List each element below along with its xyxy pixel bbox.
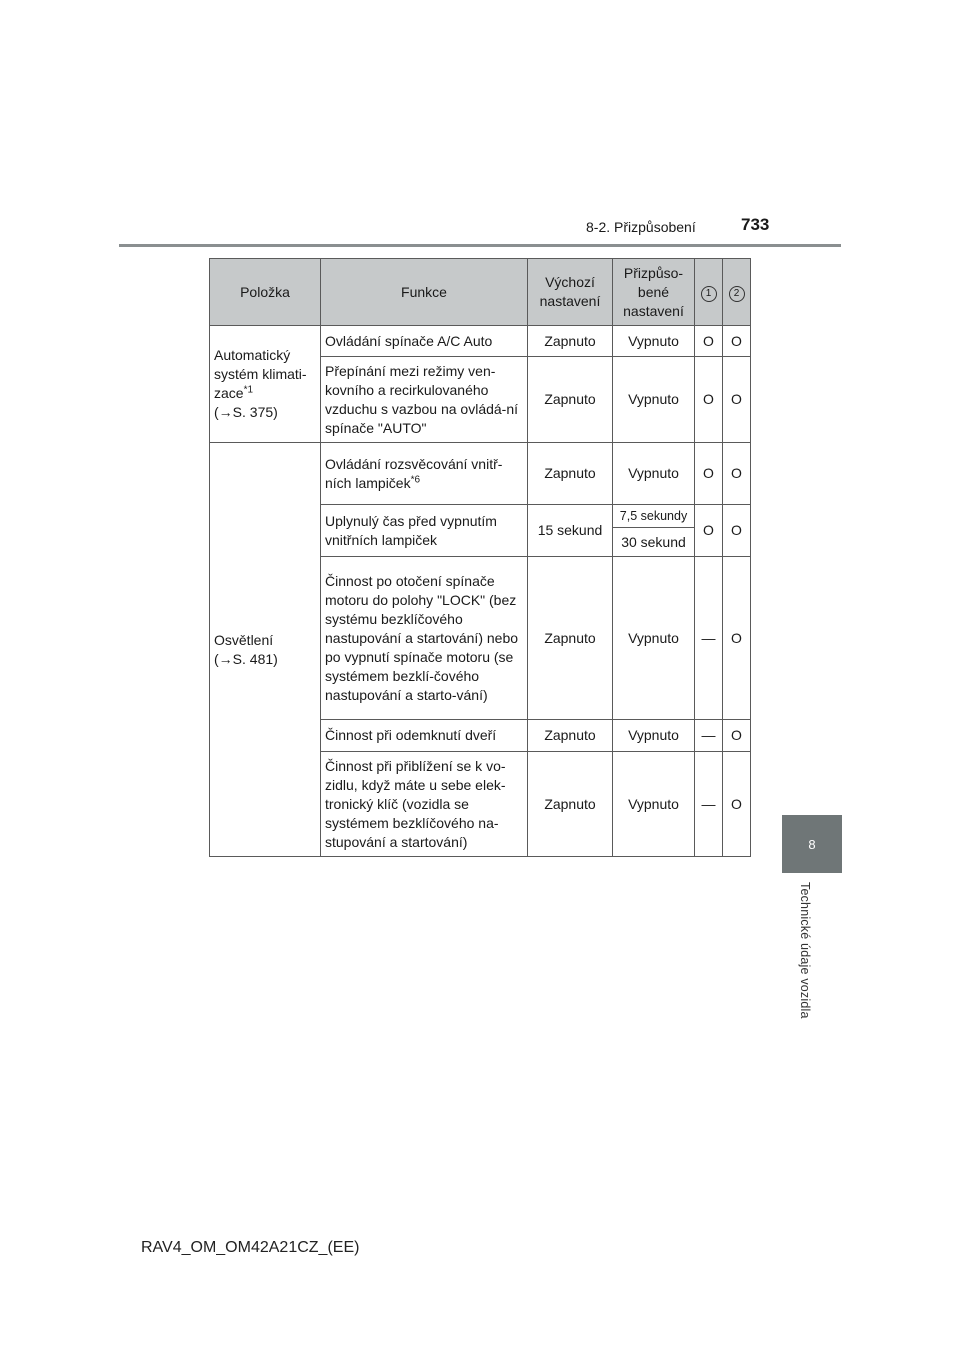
custom-cell: Vypnuto — [613, 720, 695, 752]
default-cell: Zapnuto — [528, 720, 613, 752]
header-col2 — [723, 259, 751, 326]
default-cell: Zapnuto — [528, 326, 613, 357]
chapter-number: 8 — [808, 836, 816, 852]
col1-cell: — — [695, 720, 723, 752]
header-item: Položka — [210, 259, 321, 326]
page-reference: (→S. 375) — [214, 404, 278, 420]
function-cell: Přepínání mezi režimy ven-kovního a recirkulovaného vzduchu s vazbou na ovládá-ní spínače "AUTO" — [321, 357, 528, 443]
col2-cell: O — [723, 357, 751, 443]
col2-cell: O — [723, 752, 751, 857]
item-name: Osvětlení — [214, 631, 274, 648]
table-header-row — [210, 259, 751, 326]
col1-cell: O — [695, 357, 723, 443]
custom-cell: Vypnuto — [613, 752, 695, 857]
item-cell — [210, 326, 321, 443]
header-col1 — [695, 259, 723, 326]
default-cell: Zapnuto — [528, 443, 613, 505]
header-default: Výchozí nastavení — [528, 259, 613, 326]
col1-cell: O — [695, 326, 723, 357]
chapter-tab — [782, 815, 842, 873]
custom-cell: Vypnuto — [613, 557, 695, 720]
item-cell — [210, 443, 321, 857]
custom-cell: 7,5 sekundy — [613, 505, 695, 528]
col2-cell: O — [723, 443, 751, 505]
table-row — [210, 326, 751, 357]
table-row — [210, 443, 751, 505]
function-cell: Činnost při přiblížení se k vo-zidlu, když máte u sebe elek-tronický klíč (vozidla se systémem bezklíčového na-stupování a startování) — [321, 752, 528, 857]
default-cell: 15 sekund — [528, 505, 613, 557]
page-reference: (→S. 481) — [214, 650, 278, 667]
default-cell: Zapnuto — [528, 557, 613, 720]
page-number: 733 — [741, 215, 770, 234]
col1-cell: O — [695, 443, 723, 505]
custom-cell: Vypnuto — [613, 326, 695, 357]
circled-2-icon: 2 — [729, 286, 745, 302]
chapter-label: Technické údaje vozidla — [798, 882, 812, 1019]
default-cell: Zapnuto — [528, 357, 613, 443]
col2-cell: O — [723, 720, 751, 752]
footnote-mark: *6 — [410, 473, 421, 485]
document-code: RAV4_OM_OM42A21CZ_(EE) — [141, 1239, 360, 1256]
custom-cell: Vypnuto — [613, 357, 695, 443]
section-title: 8-2. Přizpůsobení — [586, 219, 696, 235]
customization-table — [209, 258, 751, 857]
function-cell: Ovládání spínače A/C Auto — [321, 326, 528, 357]
function-cell: Činnost po otočení spínače motoru do polohy "LOCK" (bez systému bezklíčového nastupování a startování) nebo po vypnutí spínače motoru (se systémem bezklí-čového nastupování a starto-vání) — [321, 557, 528, 720]
footnote-mark: *1 — [243, 384, 254, 396]
function-cell: Činnost při odemknutí dveří — [321, 720, 528, 752]
col1-cell: — — [695, 557, 723, 720]
default-cell: Zapnuto — [528, 752, 613, 857]
header-custom: Přizpůso-bené nastavení — [613, 259, 695, 326]
circled-1-icon: 1 — [701, 286, 717, 302]
col1-cell: O — [695, 505, 723, 557]
col2-cell: O — [723, 557, 751, 720]
function-cell — [321, 443, 528, 505]
col2-cell: O — [723, 505, 751, 557]
header-function: Funkce — [321, 259, 528, 326]
custom-cell: Vypnuto — [613, 443, 695, 505]
col1-cell: — — [695, 752, 723, 857]
function-cell: Uplynulý čas před vypnutím vnitřních lampiček — [321, 505, 528, 557]
item-name: Automatický systém klimati-zace — [214, 347, 307, 401]
col2-cell: O — [723, 326, 751, 357]
function-text: Ovládání rozsvěcování vnitř-ních lampiček — [325, 455, 503, 491]
custom-cell: 30 sekund — [613, 528, 695, 557]
header-divider — [119, 244, 841, 247]
